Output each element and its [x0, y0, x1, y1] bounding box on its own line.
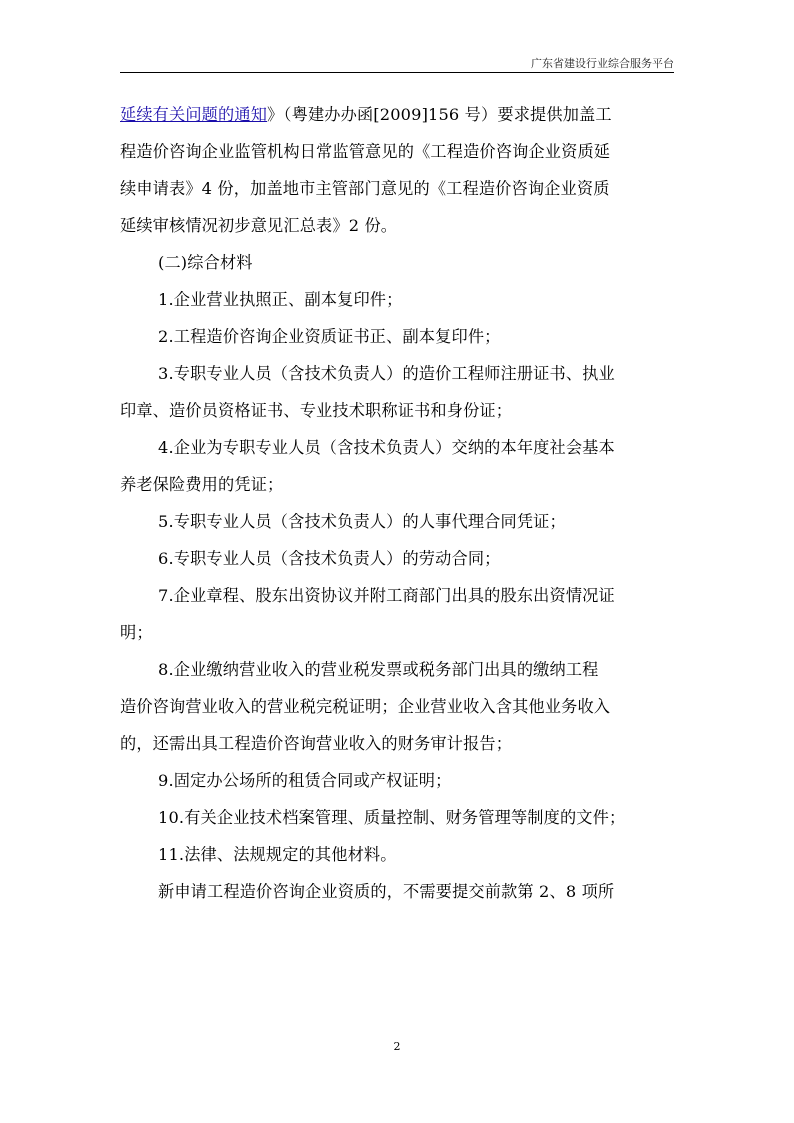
- list-item: 6.专职专业人员（含技术负责人）的劳动合同；: [158, 549, 501, 568]
- page-number: 2: [393, 1040, 401, 1053]
- list-item: 10.有关企业技术档案管理、质量控制、财务管理等制度的文件；: [158, 808, 626, 827]
- list-item-cont: 印章、造价员资格证书、专业技术职称证书和身份证；: [120, 401, 513, 420]
- list-item-cont: 明；: [120, 623, 153, 642]
- text-line: [120, 100, 676, 137]
- list-item: 11.法律、法规规定的其他材料。: [158, 845, 397, 864]
- list-item: 4.企业为专职专业人员（含技术负责人）交纳的本年度社会基本: [158, 438, 615, 457]
- list-item: 8.企业缴纳营业收入的营业税发票或税务部门出具的缴纳工程: [158, 660, 599, 679]
- list-item: 3.专职专业人员（含技术负责人）的造价工程师注册证书、执业: [158, 364, 615, 383]
- text-line: 程造价咨询企业监管机构日常监管意见的《工程造价咨询企业资质延: [120, 142, 611, 161]
- section-heading: (二)综合材料: [158, 253, 253, 272]
- document-body: [120, 100, 676, 914]
- text-line: 新申请工程造价咨询企业资质的，不需要提交前款第 2、8 项所: [158, 882, 615, 901]
- text-line: 延续审核情况初步意见汇总表》2 份。: [120, 216, 398, 235]
- list-item-cont: 的，还需出具工程造价咨询营业收入的财务审计报告；: [120, 734, 513, 753]
- list-item-cont: 养老保险费用的凭证；: [120, 475, 284, 494]
- notice-link[interactable]: 延续有关问题的通知: [120, 105, 268, 124]
- text-span: 》（粤建办办函[2009]156 号）要求提供加盖工: [267, 105, 612, 124]
- list-item: 5.专职专业人员（含技术负责人）的人事代理合同凭证；: [158, 512, 566, 531]
- page-header: [120, 52, 674, 73]
- text-line: 续申请表》4 份，加盖地市主管部门意见的《工程造价咨询企业资质: [120, 179, 610, 198]
- list-item: 1.企业营业执照正、副本复印件；: [158, 290, 403, 309]
- header-title: 广东省建设行业综合服务平台: [531, 57, 674, 70]
- list-item: 2.工程造价咨询企业资质证书正、副本复印件；: [158, 327, 501, 346]
- list-item-cont: 造价咨询营业收入的营业税完税证明；企业营业收入含其他业务收入: [120, 697, 611, 716]
- list-item: 9.固定办公场所的租赁合同或产权证明；: [158, 771, 452, 790]
- list-item: 7.企业章程、股东出资协议并附工商部门出具的股东出资情况证: [158, 586, 615, 605]
